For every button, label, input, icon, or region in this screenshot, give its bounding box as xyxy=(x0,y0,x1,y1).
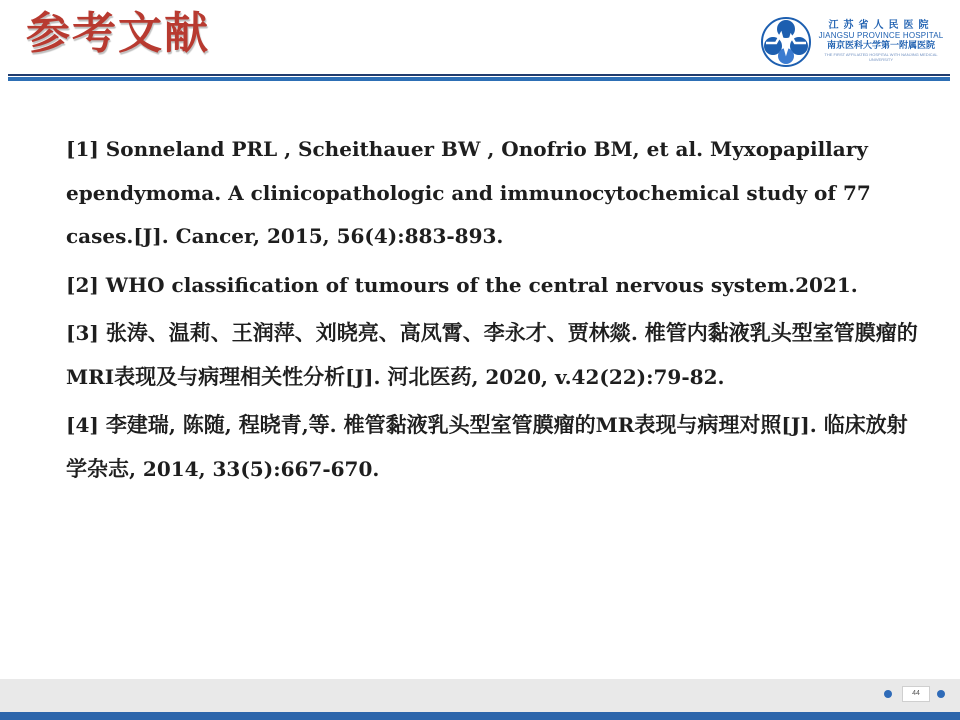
reference-text: MR xyxy=(595,413,635,437)
reference-text: MRI xyxy=(66,364,115,389)
reference-text: [J]. xyxy=(345,364,388,389)
reference-text: [J]. xyxy=(781,413,824,437)
footer-strip xyxy=(0,712,960,720)
reference-text: [1] Sonneland PRL , Scheithauer BW , Onofrio BM, et al. Myxopapillary ependymoma. A clinicopathologic and immunocytochemical study of 77 cases.[J]. Cancer, 2015, 56(4):883-893. xyxy=(66,137,871,248)
header-rule-thick xyxy=(8,77,950,81)
reference-text: 等 xyxy=(308,413,330,437)
reference-text: , xyxy=(224,413,239,437)
reference-text: [4] xyxy=(66,413,106,437)
reference-text: , 2014, 33(5):667-670. xyxy=(129,456,380,481)
reference-text: , xyxy=(301,413,309,437)
reference-item xyxy=(66,128,926,259)
reference-text: 河北医药 xyxy=(387,364,472,389)
logo-name-cn: 江苏省人民医院 xyxy=(828,20,934,31)
reference-text: 表现与病理对照 xyxy=(634,413,782,437)
reference-text: 椎管内黏液乳头型室管膜瘤的 xyxy=(644,321,918,345)
reference-text: 表现及与病理相关性分析 xyxy=(114,364,346,389)
reference-text: , xyxy=(168,413,183,437)
reference-text: [3] xyxy=(66,321,106,345)
reference-list xyxy=(66,128,926,496)
reference-text: , 2020, v.42(22):79-82. xyxy=(471,364,725,389)
reference-text: 程晓青 xyxy=(238,413,302,437)
page-number: 44 xyxy=(902,686,930,702)
reference-text: 陈随 xyxy=(182,413,225,437)
footer-dot-right xyxy=(937,690,945,698)
logo-subtitle-cn: 南京医科大学第一附属医院 xyxy=(826,41,935,51)
reference-text: . xyxy=(329,413,344,437)
logo-name-en: JIANGSU PROVINCE HOSPITAL xyxy=(818,31,944,40)
reference-text: [2] WHO classification of tumours of the central nervous system.2021. xyxy=(66,272,858,297)
hospital-logo xyxy=(760,14,950,70)
reference-text: . xyxy=(630,321,645,345)
reference-item xyxy=(66,404,926,491)
reference-text: 李建瑞 xyxy=(105,413,169,437)
slide-title: 参考文献 xyxy=(26,8,210,59)
reference-text: 椎管黏液乳头型室管膜瘤的 xyxy=(343,413,596,437)
reference-item xyxy=(66,264,926,308)
reference-text: 张涛、温莉、王润萍、刘晓亮、高凤霄、李永才、贾林燚 xyxy=(105,321,631,345)
footer-bar xyxy=(0,679,960,712)
header-rule-thin xyxy=(8,74,950,76)
hospital-emblem-icon xyxy=(760,16,812,68)
reference-item xyxy=(66,312,926,399)
logo-subtitle-en: THE FIRST AFFILIATED HOSPITAL WITH NANJING MEDICAL UNIVERSITY xyxy=(824,52,938,62)
footer-dot-left xyxy=(884,690,892,698)
reference-text: 临床放射学杂志 xyxy=(66,413,908,481)
